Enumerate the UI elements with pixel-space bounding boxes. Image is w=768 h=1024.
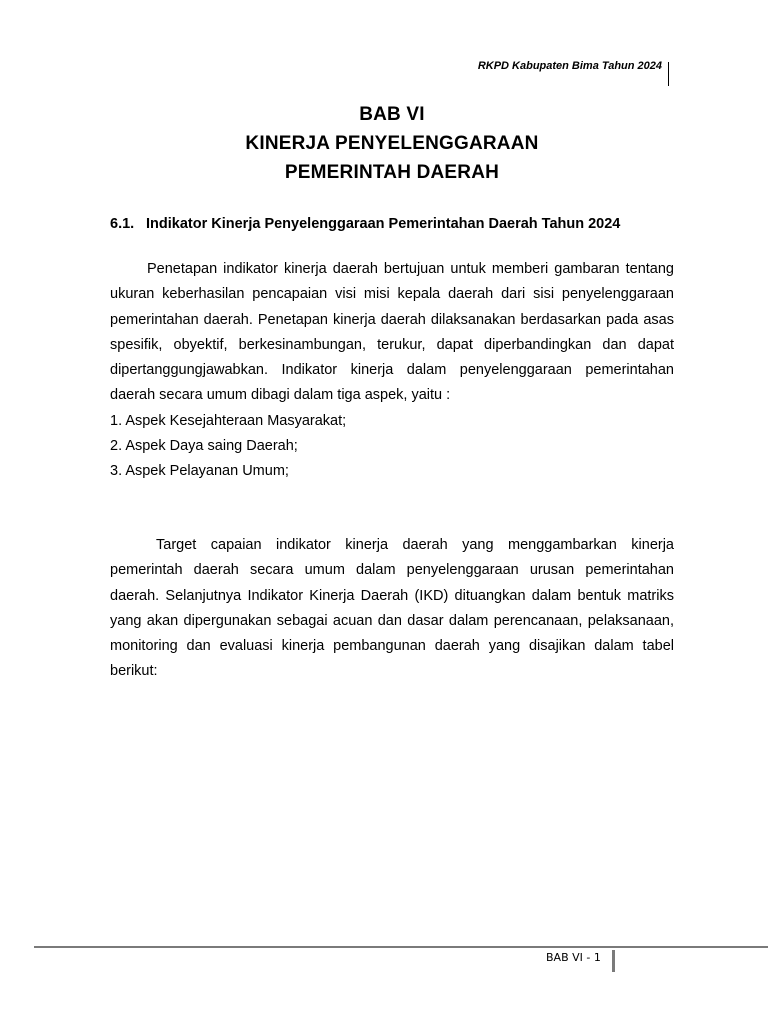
footer-divider <box>34 946 768 948</box>
section-number: 6.1. <box>110 216 135 232</box>
aspect-list <box>110 409 674 485</box>
section-title: Indikator Kinerja Penyelenggaraan Pemerintahan Daerah Tahun 2024 <box>146 216 621 232</box>
list-item: 2. Aspek Daya saing Daerah; <box>110 438 298 455</box>
header-divider <box>668 62 669 86</box>
running-header: RKPD Kabupaten Bima Tahun 2024 <box>477 60 662 72</box>
body-block-2 <box>110 533 674 685</box>
paragraph-target: Target capaian indikator kinerja daerah yang menggambarkan kinerja pemerintah daerah secara umum dalam penyelenggaraan urusan pemerintahan daerah. Selanjutnya Indikator Kinerja Daerah (IKD) dituangkan dalam bentuk matriks yang akan dipergunakan sebagai acuan dan dasar dalam perencanaan, pelaksanaan, monitoring dan evaluasi kinerja pembangunan daerah yang disajikan dalam tabel berikut: <box>110 537 674 680</box>
chapter-title-line-1: KINERJA PENYELENGGARAAN <box>245 133 539 154</box>
chapter-number: BAB VI <box>359 104 425 125</box>
list-item: 3. Aspek Pelayanan Umum; <box>110 463 289 480</box>
chapter-title-line-2: PEMERINTAH DAERAH <box>284 162 500 183</box>
list-item: 1. Aspek Kesejahteraan Masyarakat; <box>110 412 347 429</box>
chapter-title <box>0 100 768 187</box>
footer-bar <box>612 950 615 972</box>
paragraph-intro: Penetapan indikator kinerja daerah bertujuan untuk memberi gambaran tentang ukuran keberhasilan pencapaian visi misi kepala daerah dari sisi penyelenggaraan pemerintahan daerah. Penetapan kinerja daerah dilaksanakan berdasarkan pada asas spesifik, obyektif, berkesinambungan, terukur, dapat diperbandingkan dan dapat dipertanggungjawabkan. Indikator kinerja dalam penyelenggaraan pemerintahan daerah secara umum dibagi dalam tiga aspek, yaitu : <box>110 261 674 404</box>
body-block-1 <box>110 257 674 485</box>
section-heading <box>110 216 620 232</box>
page-number: BAB VI - 1 <box>546 951 601 964</box>
